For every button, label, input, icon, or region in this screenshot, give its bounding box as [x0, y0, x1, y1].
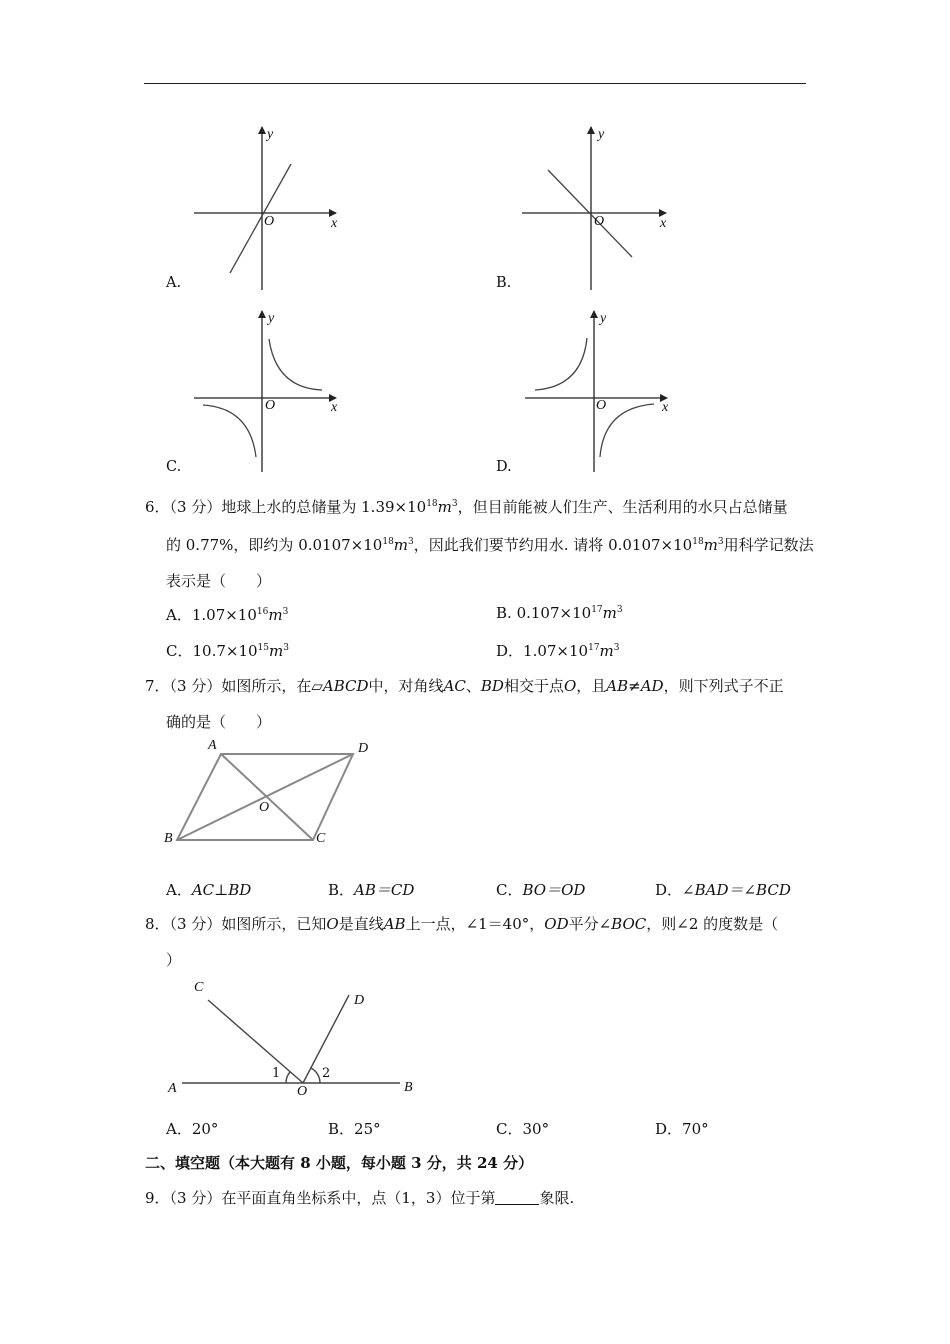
graph-d-origin-label: O: [596, 398, 607, 413]
q6-line3: 表示是（ ）: [166, 572, 272, 590]
graph-a-option-label: A.: [166, 275, 182, 291]
graph-d-option-label: D.: [496, 459, 512, 475]
q6-option-c[interactable]: C．$10.7\times 10^{15}m^3$: [166, 642, 289, 660]
graph-c-y-label: y: [268, 311, 275, 326]
graph-a-axes: [194, 127, 336, 290]
q6-option-d[interactable]: D．$1.07\times 10^{17}m^3$: [496, 642, 620, 660]
q8-line2: ）: [166, 951, 182, 969]
graph-b-y-label: y: [598, 127, 605, 142]
q7-option-b[interactable]: B．AB＝CD: [328, 881, 415, 899]
q7-point-c: C: [316, 831, 326, 846]
graph-b-origin-label: O: [594, 214, 605, 229]
graph-c-curve-lower: [203, 405, 256, 457]
angle-figure: [182, 995, 400, 1083]
q7-point-o: O: [259, 800, 270, 815]
graph-b-x-label: x: [660, 216, 667, 231]
q7-point-d: D: [358, 741, 369, 756]
graph-c-option-label: C.: [166, 459, 182, 475]
q9-line1: 9．（3 分）在平面直角坐标系中，点（1，3）位于第 象限.: [145, 1189, 575, 1207]
q6-line1: 6．（3 分）地球上水的总储量为 $1.39\times 10^{18}m^3$，但目前能被人们生产、生活利用的水只占总储量: [145, 498, 788, 516]
q8-angle-2-label: 2: [322, 1066, 331, 1081]
graph-a-y-label: y: [267, 127, 274, 142]
graph-d-curve-upper: [535, 338, 587, 390]
q8-point-c: C: [194, 980, 204, 995]
q8-point-o: O: [297, 1084, 308, 1099]
graph-b-option-label: B.: [496, 275, 512, 291]
graph-d-y-label: y: [600, 311, 607, 326]
q6-option-b[interactable]: B. $0.107\times 10^{17}m^3$: [496, 604, 623, 622]
q8-point-b: B: [404, 1080, 413, 1095]
q8-point-a: A: [168, 1081, 177, 1096]
q8-option-a[interactable]: A．20°: [166, 1120, 219, 1138]
section-2-title: 二、填空题（本大题有 8 小题，每小题 3 分，共 24 分）: [145, 1154, 534, 1172]
graph-b-axes: [522, 127, 666, 290]
q7-point-b: B: [164, 831, 173, 846]
graph-d-x-label: x: [662, 400, 669, 415]
q6-option-a[interactable]: A．$1.07\times 10^{16}m^3$: [166, 606, 289, 624]
parallelogram-figure: [177, 754, 353, 840]
q7-point-a: A: [208, 738, 217, 753]
q7-line2: 确的是（ ）: [166, 713, 272, 731]
q6-line2: 的 0.77%，即约为 $0.0107\times 10^{18}m^3$，因此我们要节约用水. 请将 $0.0107\times 10^{18}m^3$用科学记数法: [166, 536, 814, 554]
q7-option-a[interactable]: A．AC⊥BD: [166, 881, 252, 899]
q8-option-b[interactable]: B．25°: [328, 1120, 381, 1138]
graph-a-line: [230, 164, 291, 273]
q9-answer-blank[interactable]: [495, 1192, 539, 1205]
graph-c-origin-label: O: [265, 398, 276, 413]
graph-c-axes: [194, 311, 336, 472]
graph-c-curve-upper: [269, 339, 322, 390]
q7-option-c[interactable]: C．BO＝OD: [496, 881, 586, 899]
graph-d-axes: [525, 311, 667, 472]
q7-option-d[interactable]: D．∠BAD＝∠BCD: [655, 881, 791, 899]
graph-a-origin-label: O: [264, 214, 275, 229]
q8-option-d[interactable]: D．70°: [655, 1120, 709, 1138]
q7-line1: 7．（3 分）如图所示，在▱ABCD中，对角线AC、BD相交于点O，且AB≠AD，则下列式子不正: [145, 677, 784, 695]
q8-option-c[interactable]: C．30°: [496, 1120, 550, 1138]
graph-d-curve-lower: [600, 404, 654, 457]
q8-line1: 8．（3 分）如图所示，已知O是直线AB上一点，∠1＝40°，OD平分∠BOC，则∠2 的度数是（: [145, 915, 779, 933]
graph-a-x-label: x: [331, 216, 338, 231]
q8-angle-1-label: 1: [272, 1066, 281, 1081]
graph-c-x-label: x: [331, 400, 338, 415]
q8-point-d: D: [354, 993, 365, 1008]
